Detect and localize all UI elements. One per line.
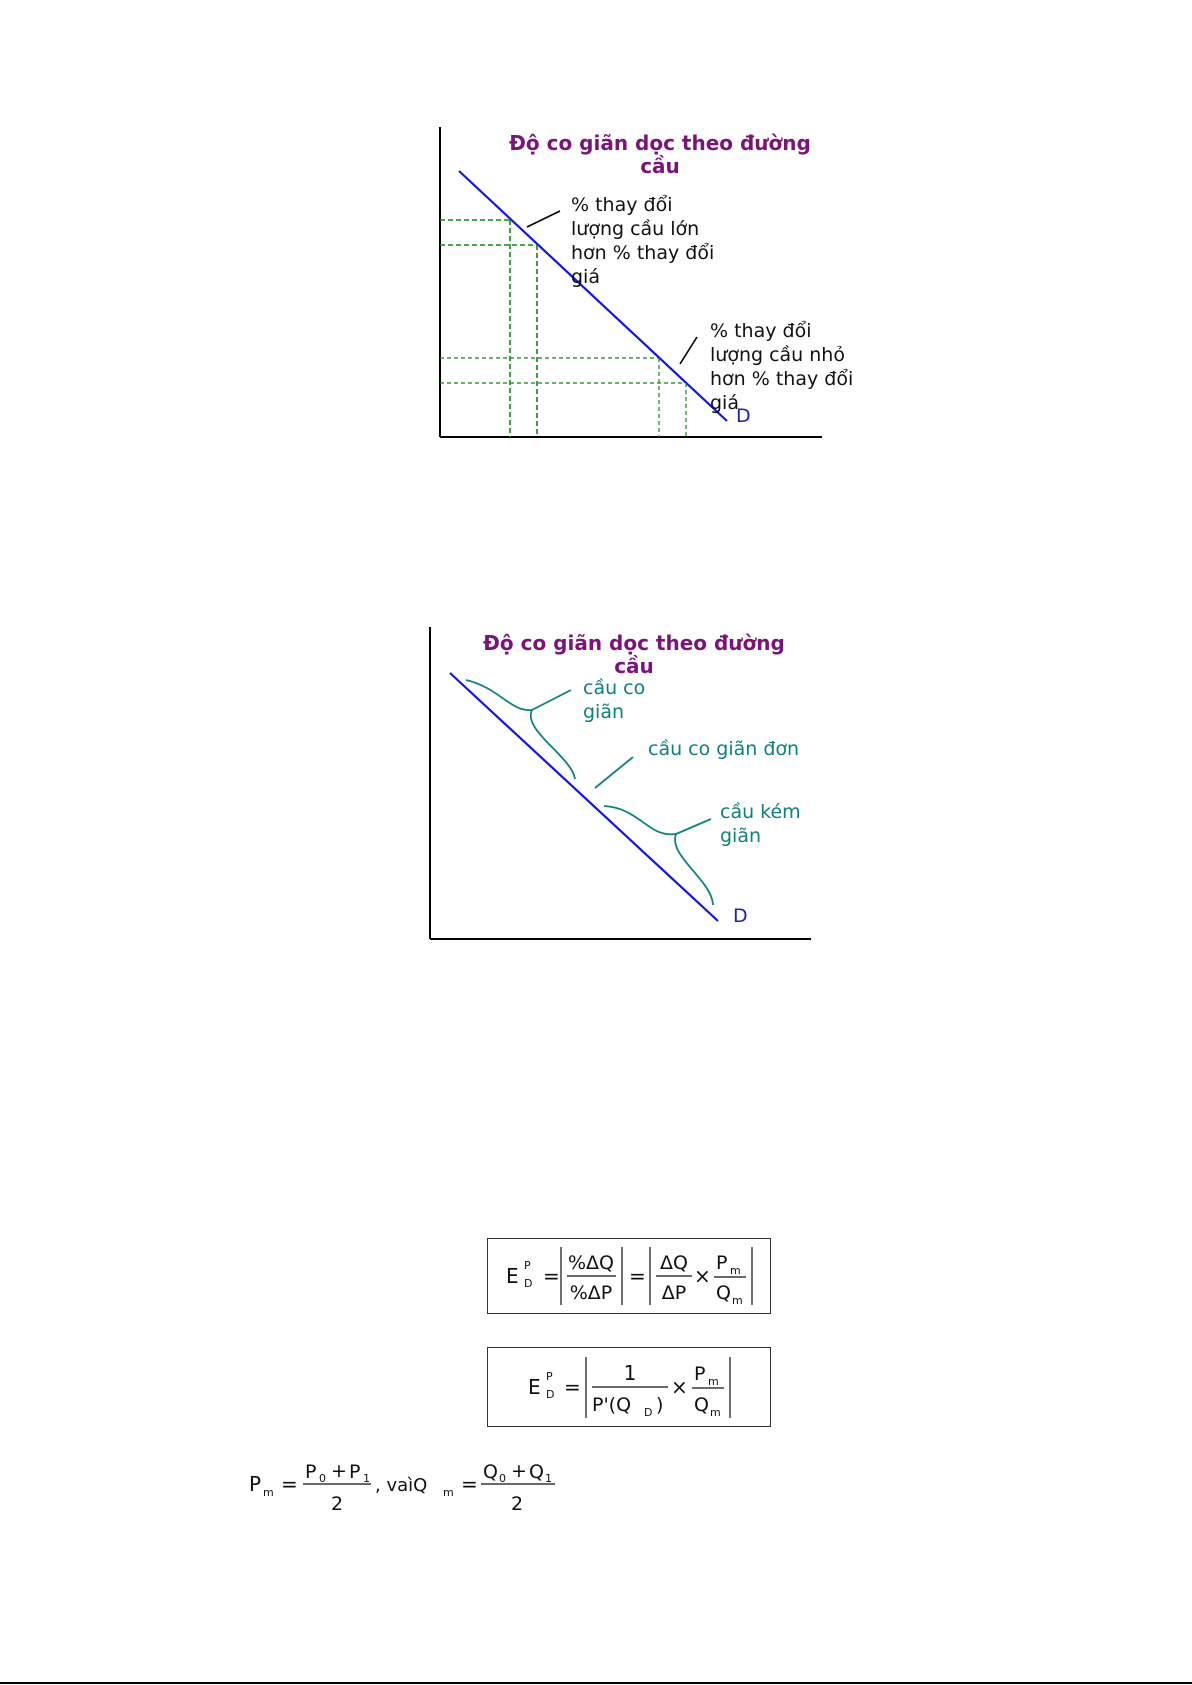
figure2-curve-label: D bbox=[733, 905, 748, 927]
formula-3 bbox=[245, 1450, 575, 1520]
f3-num1: P bbox=[305, 1461, 317, 1483]
f3-num2-sub: 1 bbox=[363, 1472, 370, 1485]
f1-frac3-num: P bbox=[716, 1252, 728, 1274]
f3-qm-sub: m bbox=[443, 1486, 454, 1499]
f1-lhs-sub: D bbox=[524, 1277, 533, 1290]
f2-lhs-sup: P bbox=[546, 1370, 553, 1383]
f3-plus-1: + bbox=[331, 1460, 347, 1482]
f3-qnum1: Q bbox=[483, 1461, 498, 1483]
f1-frac1-den: %ΔP bbox=[569, 1282, 613, 1304]
f2-frac2-den-sub: m bbox=[710, 1406, 721, 1419]
f1-eq-1: = bbox=[543, 1264, 560, 1288]
f3-eq-2: = bbox=[461, 1472, 478, 1496]
figure2-label-unit: cầu co giãn đơn bbox=[648, 738, 800, 760]
f1-frac3-den-sub: m bbox=[732, 1294, 743, 1307]
f3-num1-sub: 0 bbox=[319, 1472, 326, 1485]
f3-qnum1-sub: 0 bbox=[499, 1472, 506, 1485]
f3-den: 2 bbox=[330, 1493, 344, 1515]
formula-2 bbox=[488, 1348, 770, 1426]
f3-qnum2-sub: 1 bbox=[545, 1472, 552, 1485]
figure2-brace-inelastic-tick bbox=[676, 819, 711, 834]
f1-frac3-den: Q bbox=[716, 1282, 731, 1304]
figure1-note-lower: % thay đổi lượng cầu nhỏ hơn % thay đổi giá bbox=[710, 320, 854, 414]
f2-eq: = bbox=[564, 1375, 581, 1399]
figure2-label-inelastic: cầu kém giãn bbox=[720, 801, 801, 847]
f2-lhs-sub: D bbox=[546, 1388, 555, 1401]
f2-frac1-den-close: ) bbox=[656, 1394, 664, 1416]
f3-connector: , vaìQ bbox=[375, 1475, 428, 1496]
f3-plus-2: + bbox=[511, 1460, 527, 1482]
f2-frac1-den-sub: D bbox=[644, 1406, 653, 1419]
figure2-title: Độ co giãn dọc theo đường cầu bbox=[483, 631, 785, 678]
f1-frac2-num: ΔQ bbox=[660, 1252, 688, 1274]
f3-eq-1: = bbox=[281, 1472, 298, 1496]
formula-box-1 bbox=[487, 1238, 771, 1314]
f1-frac1-num: %ΔQ bbox=[567, 1252, 615, 1274]
figure1-curve-label: D bbox=[736, 405, 751, 427]
figure2-label-elastic: cầu co giãn bbox=[583, 677, 646, 723]
f1-times: × bbox=[694, 1264, 711, 1288]
figure2-brace-elastic-tick bbox=[532, 690, 571, 710]
f1-eq-2: = bbox=[629, 1264, 646, 1288]
f2-frac1-den: P'(Q bbox=[592, 1394, 632, 1416]
f1-lhs-base: E bbox=[506, 1264, 519, 1288]
f2-times: × bbox=[671, 1375, 688, 1399]
page-bottom-rule bbox=[0, 1682, 1192, 1684]
f2-frac2-den: Q bbox=[694, 1394, 709, 1416]
figure1-title: Độ co giãn dọc theo đường cầu bbox=[509, 131, 811, 178]
f2-lhs-base: E bbox=[528, 1375, 541, 1399]
f3-qnum2: Q bbox=[529, 1461, 544, 1483]
formula-box-2 bbox=[487, 1347, 771, 1427]
figure2-brace-elastic bbox=[466, 680, 575, 779]
f3-pm: P bbox=[249, 1472, 262, 1496]
f2-frac2-num: P bbox=[694, 1363, 706, 1385]
formula-1 bbox=[488, 1239, 770, 1313]
f2-frac2-num-sub: m bbox=[708, 1375, 719, 1388]
figure2-pointer-unit bbox=[595, 757, 633, 788]
f1-lhs-sup: P bbox=[524, 1259, 531, 1272]
f3-qden: 2 bbox=[510, 1493, 524, 1515]
figure1-note-upper: % thay đổi lượng cầu lớn hơn % thay đổi giá bbox=[571, 194, 715, 288]
f1-frac2-den: ΔP bbox=[661, 1282, 687, 1304]
f1-frac3-num-sub: m bbox=[730, 1264, 741, 1277]
figure2-brace-inelastic bbox=[604, 806, 713, 905]
f2-frac1-num: 1 bbox=[623, 1361, 637, 1385]
f3-pm-sub: m bbox=[263, 1486, 274, 1499]
f3-num2: P bbox=[349, 1461, 361, 1483]
